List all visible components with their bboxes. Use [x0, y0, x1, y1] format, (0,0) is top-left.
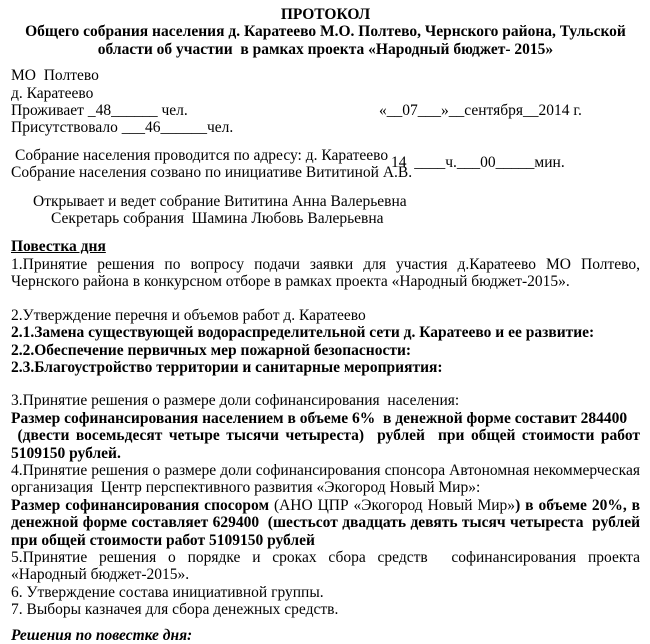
agenda-item-3: 3.Принятие решения о размере доли софинансирования населения: — [11, 392, 460, 410]
agenda-heading: Повестка дня — [11, 238, 106, 256]
residents-count-line: Проживает _48______ чел. — [11, 102, 188, 120]
chair-line: Открывает и ведет собрание Вититина Анна Валерьевна — [33, 192, 407, 210]
agenda-item-2-group — [11, 307, 640, 377]
title-line-1: ПРОТОКОЛ — [280, 6, 371, 23]
cofinancing-population-line-1: Размер софинансирования населением в объеме 6% в денежной форме составит 284400 — [11, 409, 628, 427]
agenda-item-2: 2.Утверждение перечня и объемов работ д. Каратеево — [11, 306, 366, 324]
agenda-item-4-cofinancing — [11, 497, 640, 549]
present-count-line: Присутствовало ___46______чел. — [11, 119, 234, 137]
meta-right-column — [379, 67, 582, 206]
agenda-item-4: 4.Принятие решения о размере доли софинансирования спонсора Автономная некоммерческая организация Центр перспективного развития «Экогород Новый Мир»: — [11, 461, 640, 497]
cofinancing-sponsor-bold-1: Размер софинансирования спосором — [11, 496, 274, 514]
agenda-item-3-group — [11, 392, 640, 462]
municipality-line: МО Полтево — [11, 67, 99, 85]
agenda-item-5: 5.Принятие решения о порядке и сроках сбора средств софинансирования проекта «Народный бюджет-2015». — [11, 548, 640, 584]
title-line-2: Общего собрания населения д. Каратеево М.О. Полтево, Чернского района, Тульской — [25, 23, 626, 41]
cofinancing-sponsor-regular: (АНО ЦПР «Экогород Новый Мир» — [273, 496, 516, 514]
title-line-3: области об участии в рамках проекта «Народный бюджет- 2015» — [97, 40, 554, 58]
document-title — [11, 6, 640, 58]
agenda-item-2-3: 2.3.Благоустройство территории и санитарные мероприятия: — [11, 358, 443, 376]
agenda-item-1: 1.Принятие решения по вопросу подачи заявки для участия д.Каратеево МО Полтево, Чернского района в конкурсном отборе в рамках проекта «Народный бюджет-2015». — [11, 255, 640, 291]
date-line: «__07___»__сентября__2014 г. — [379, 102, 582, 120]
time-line: 14 ____ч.___00_____мин. — [391, 154, 565, 172]
meeting-address-line: Собрание населения проводится по адресу: д. Каратеево — [15, 146, 389, 164]
secretary-line: Секретарь собрания Шамина Любовь Валерьевна — [51, 210, 384, 228]
cofinancing-sponsor-bold-2: ) в объеме 20%, в денежной форме составляет 629400 (шестьсот двадцать девять тысяч четыреста рублей при общей стоимости работ 5109150 рублей — [11, 496, 640, 549]
agenda-item-6: 6. Утверждение состава инициативной группы. — [11, 583, 324, 601]
agenda-item-2-1: 2.1.Замена существующей водораспределительной сети д. Каратеево и ее развитие: — [11, 324, 595, 342]
village-line: д. Каратеево — [11, 84, 94, 102]
decisions-heading: Решения по повестке дня: — [11, 626, 193, 644]
cofinancing-population-line-2: (двести восемьдесят четыре тысячи четыреста) рублей при общей стоимости работ 5109150 рублей. — [11, 427, 640, 462]
meeting-initiator-line: Собрание населения созвано по инициативе Вититиной А.В. — [11, 164, 413, 182]
agenda-item-7: 7. Выборы казначея для сбора денежных средств. — [11, 601, 339, 619]
agenda-item-3-cofinancing — [11, 410, 640, 462]
agenda-item-2-2: 2.2.Обеспечение первичных мер пожарной безопасности: — [11, 341, 412, 359]
